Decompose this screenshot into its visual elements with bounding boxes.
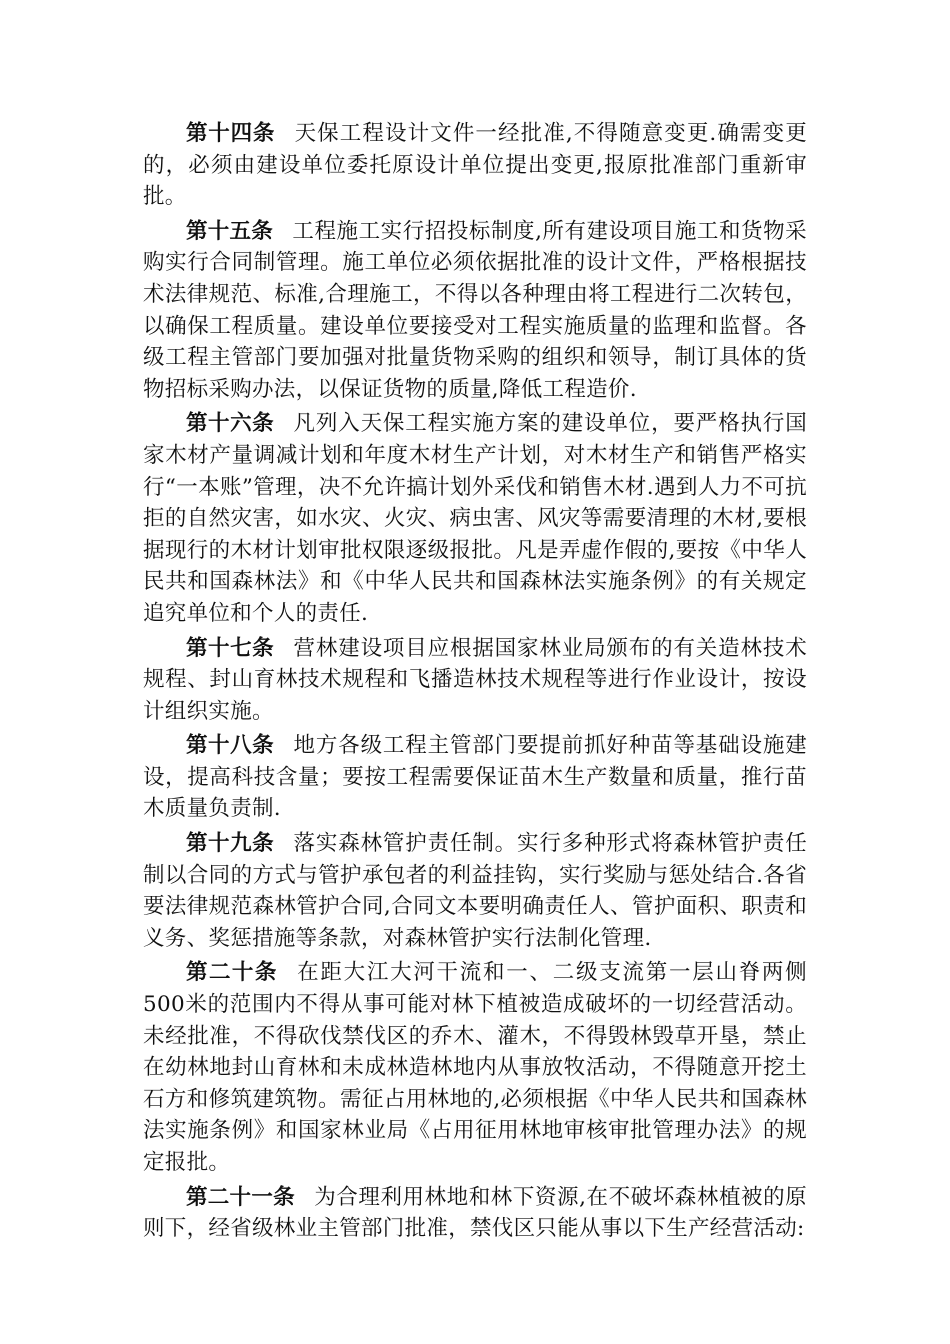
- article-heading: 第二十一条: [186, 1184, 295, 1210]
- article-heading: 第二十条: [186, 960, 278, 986]
- article-heading: 第十七条: [186, 635, 275, 661]
- article-body: 在距大江大河干流和一、二级支流第一层山脊两侧500米的范围内不得从事可能对林下植被造成破坏的一切经营活动。未经批准，不得砍伐禁伐区的乔木、灌木，不得毁林毁草开垦，禁止在幼林地封山育林和未成林造林地内从事放牧活动，不得随意开挖土石方和修筑建筑物。需征占用林地的,必须根据《中华人民共和国森林法实施条例》和国家林业局《占用征用林地审核审批管理办法》的规定报批。: [143, 960, 807, 1175]
- article-21: [143, 1182, 807, 1245]
- article-heading: 第十四条: [186, 121, 276, 146]
- article-body: 凡列入天保工程实施方案的建设单位，要严格执行国家木材产量调减计划和年度木材生产计划，对木材生产和销售严格实行“一本账”管理，决不允许搞计划外采伐和销售木材.遇到人力不可抗拒的自然灾害，如水灾、火灾、病虫害、风灾等需要清理的木材,要根据现行的木材计划审批权限逐级报批。凡是弄虚作假的,要按《中华人民共和国森林法》和《中华人民共和国森林法实施条例》的有关规定追究单位和个人的责任.: [143, 411, 807, 626]
- article-14: [143, 118, 807, 213]
- article-body: 营林建设项目应根据国家林业局颁布的有关造林技术规程、封山育林技术规程和飞播造林技术规程等进行作业设计，按设计组织实施。: [143, 635, 807, 724]
- article-20: [143, 957, 807, 1178]
- article-heading: 第十九条: [186, 831, 275, 857]
- article-18: [143, 730, 807, 825]
- article-19: [143, 828, 807, 954]
- article-body: 为合理利用林地和林下资源,在不破坏森林植被的原则下，经省级林业主管部门批准，禁伐区只能从事以下生产经营活动:: [143, 1184, 807, 1242]
- article-body: 地方各级工程主管部门要提前抓好种苗等基础设施建设，提高科技含量；要按工程需要保证苗木生产数量和质量，推行苗木质量负责制.: [143, 733, 807, 822]
- article-body: 落实森林管护责任制。实行多种形式将森林管护责任制以合同的方式与管护承包者的利益挂钩，实行奖励与惩处结合.各省要法律规范森林管护合同,合同文本要明确责任人、管护面积、职责和义务、奖惩措施等条款，对森林管护实行法制化管理.: [143, 831, 807, 951]
- article-heading: 第十八条: [186, 733, 275, 759]
- article-body: 工程施工实行招投标制度,所有建设项目施工和货物采购实行合同制管理。施工单位必须依据批准的设计文件，严格根据技术法律规范、标准,合理施工，不得以各种理由将工程进行二次转包，以确保工程质量。建设单位要接受对工程实施质量的监理和监督。各级工程主管部门要加强对批量货物采购的组织和领导，制订具体的货物招标采购办法，以保证货物的质量,降低工程造价.: [143, 218, 807, 402]
- article-17: [143, 633, 807, 728]
- article-16: [143, 408, 807, 629]
- article-15: [143, 216, 807, 406]
- article-heading: 第十五条: [186, 218, 274, 244]
- document-page: [143, 118, 807, 1248]
- article-body: 天保工程设计文件一经批准,不得随意变更.确需变更的，必须由建设单位委托原设计单位提出变更,报原批准部门重新审批。: [143, 121, 807, 210]
- article-heading: 第十六条: [186, 411, 275, 437]
